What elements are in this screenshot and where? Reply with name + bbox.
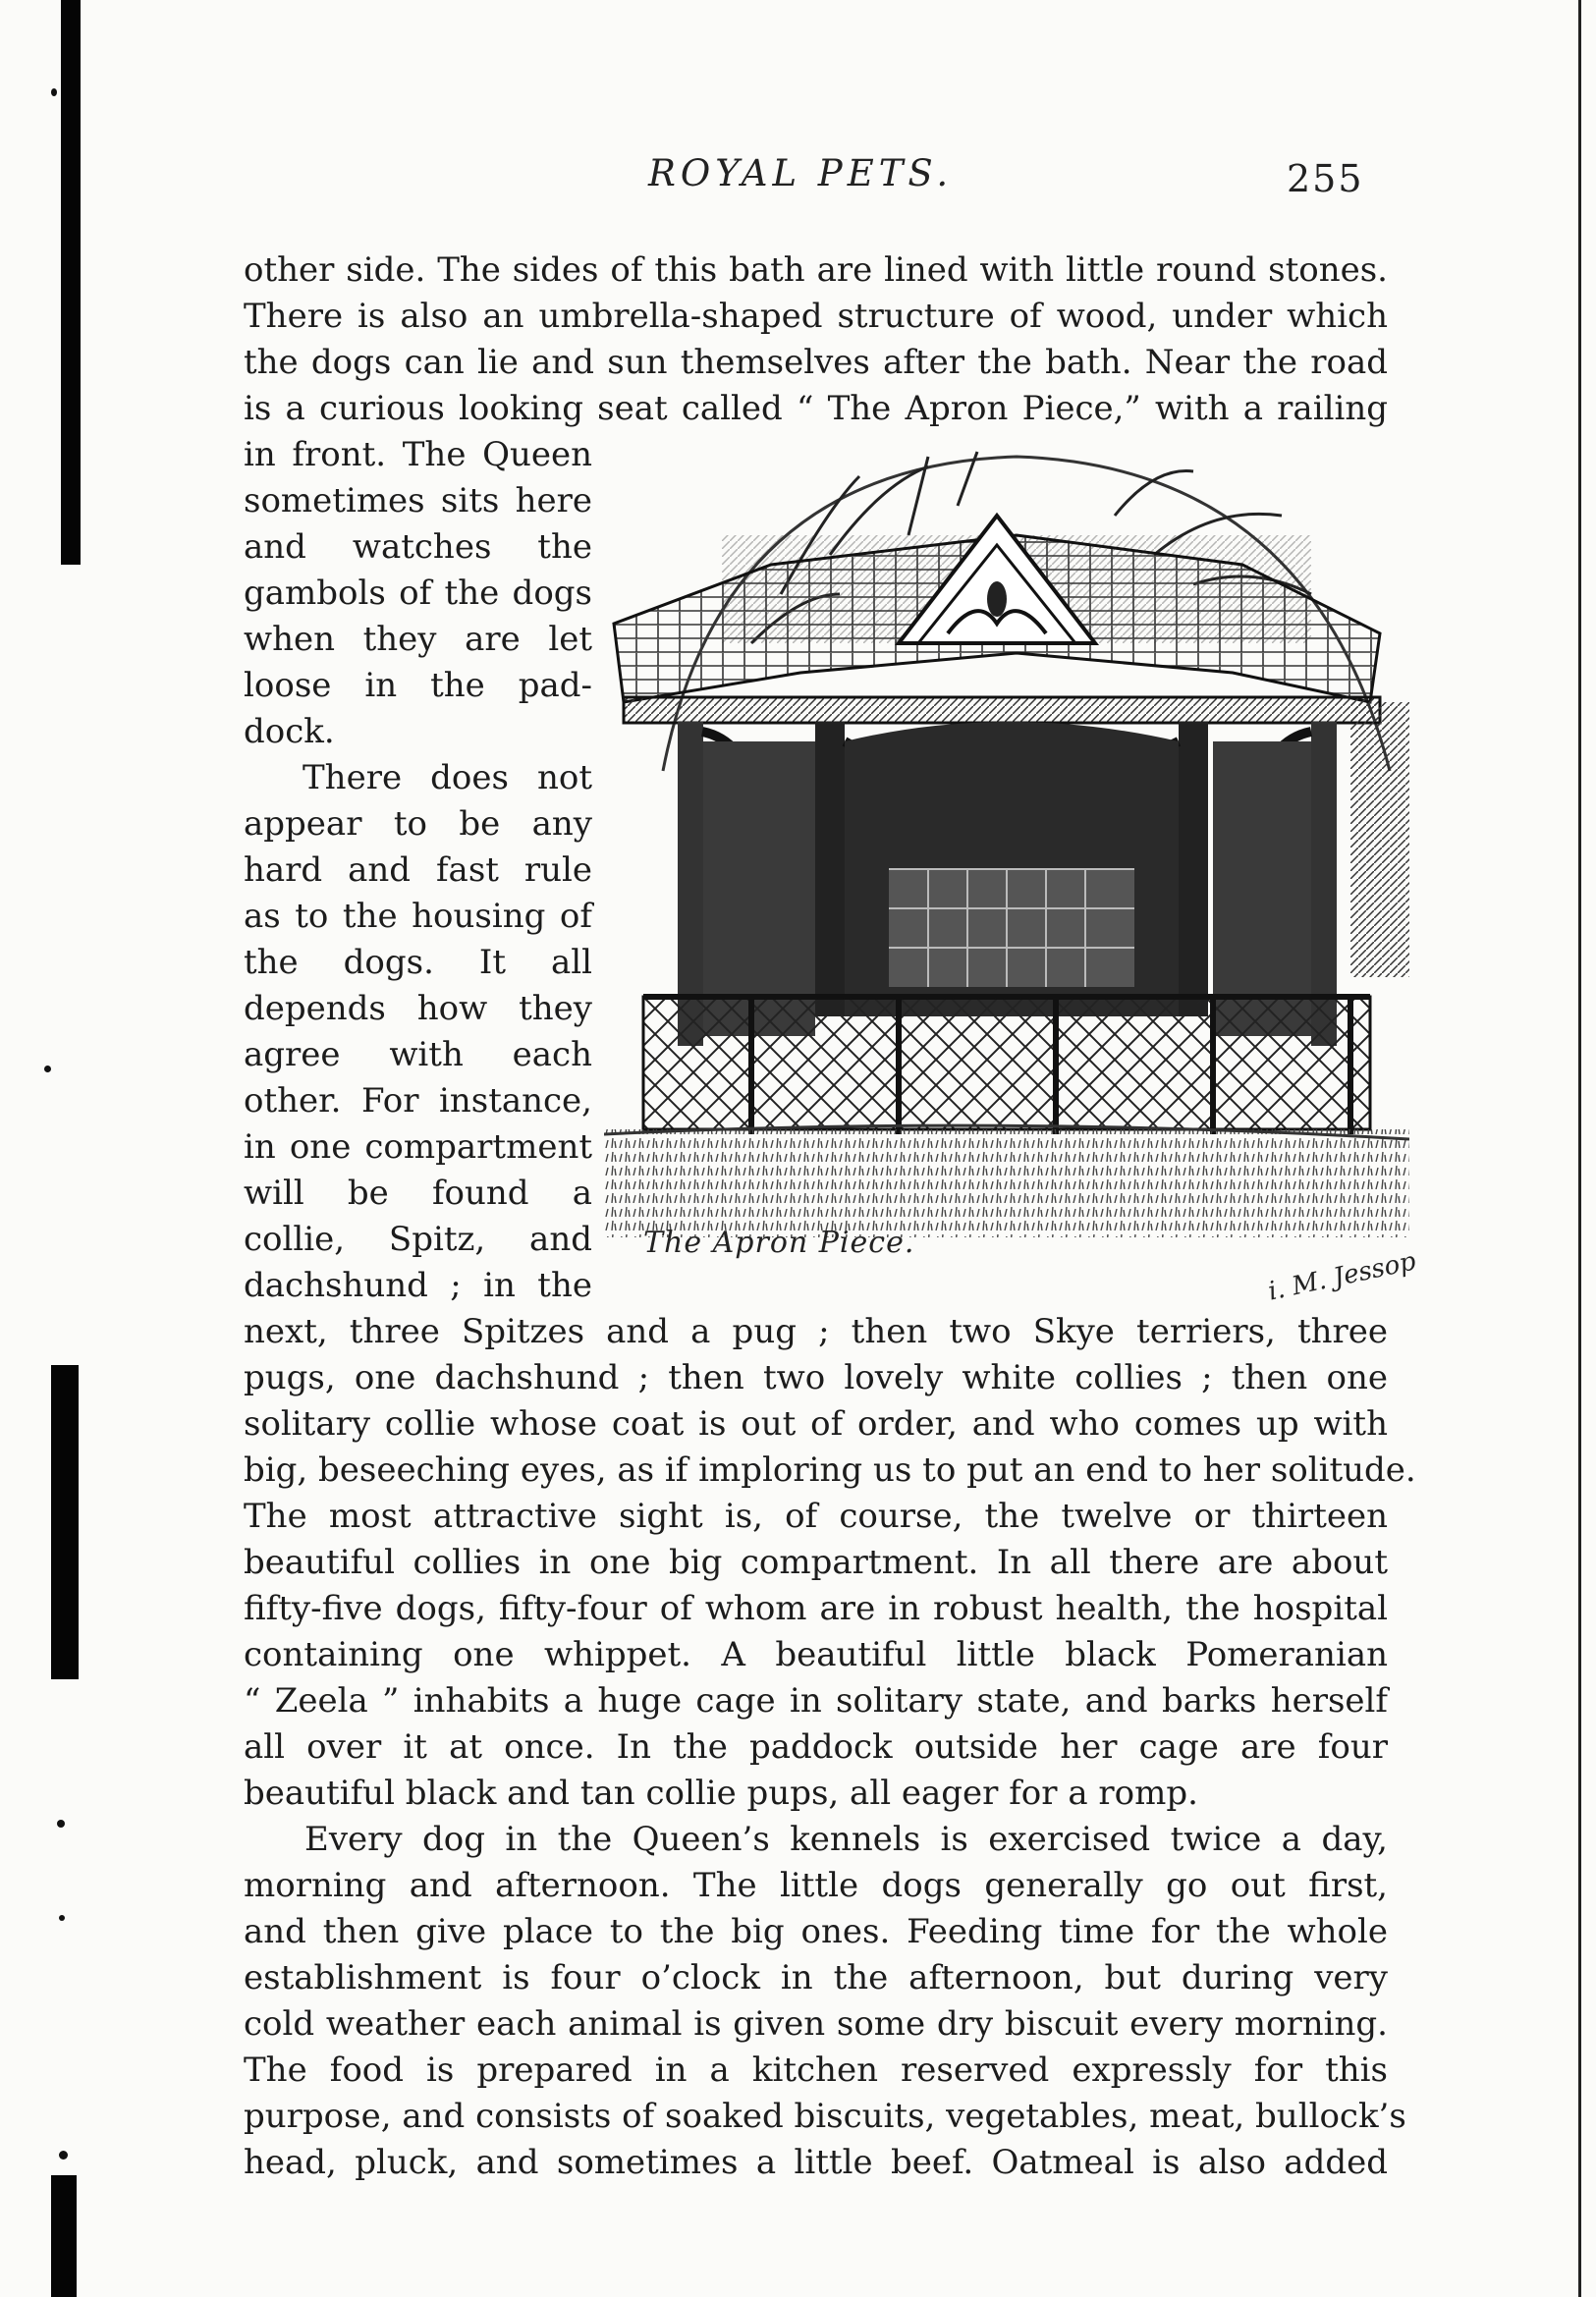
text-line: hard and fast rule — [244, 850, 592, 890]
text-line: cold weather each animal is given some dry biscuit every morning. — [244, 2004, 1388, 2044]
text-line: the dogs. It all — [244, 943, 592, 982]
text-line: There does not — [303, 758, 592, 797]
page-edge-line — [1578, 0, 1581, 2297]
text-line: gambols of the dogs — [244, 574, 592, 613]
illustration-caption: The Apron Piece. — [643, 1226, 915, 1260]
text-line: beautiful collies in one big compartment. In all there are about — [244, 1543, 1388, 1582]
scan-speck — [59, 2151, 68, 2160]
text-line: containing one whippet. A beautiful little black Pomeranian — [244, 1635, 1388, 1674]
text-line: appear to be any — [244, 804, 592, 844]
text-line: purpose, and consists of soaked biscuits, vegetables, meat, bullock’s — [244, 2097, 1406, 2136]
page-number: 255 — [1287, 157, 1364, 200]
text-line: head, pluck, and sometimes a little beef. Oatmeal is also added — [244, 2143, 1388, 2182]
text-line: sometimes sits here — [244, 481, 592, 520]
text-line: morning and afternoon. The little dogs generally go out first, — [244, 1866, 1388, 1905]
scan-speck — [59, 1915, 65, 1921]
scan-speck — [51, 88, 57, 96]
text-line: and then give place to the big ones. Feeding time for the whole — [244, 1912, 1388, 1951]
text-line: the dogs can lie and sun themselves after the bath. Near the road — [244, 343, 1388, 382]
text-line: other. For instance, — [244, 1081, 592, 1121]
text-line: The most attractive sight is, of course, the twelve or thirteen — [244, 1497, 1388, 1536]
text-line: establishment is four o’clock in the afternoon, but during very — [244, 1958, 1388, 1997]
scan-speck — [57, 1820, 65, 1828]
scan-speck — [44, 1066, 51, 1072]
text-line: agree with each — [244, 1035, 592, 1074]
text-line: solitary collie whose coat is out of order, and who comes up with — [244, 1404, 1388, 1444]
binding-shadow-bottom — [51, 2175, 77, 2297]
text-line: Every dog in the Queen’s kennels is exercised twice a day, — [304, 1820, 1388, 1859]
text-line: collie, Spitz, and — [244, 1220, 592, 1259]
text-line: big, beseeching eyes, as if imploring us to put an end to her solitude. — [244, 1450, 1416, 1490]
text-line: as to the housing of — [244, 897, 592, 936]
text-line: dock. — [244, 712, 335, 751]
text-line: in one compartment — [244, 1127, 592, 1167]
text-line: fifty-five dogs, fifty-four of whom are in robust health, the hospital — [244, 1589, 1388, 1628]
text-line: dachshund ; in the — [244, 1266, 592, 1305]
artist-signature: i. M. Jessop — [1265, 1246, 1419, 1307]
apron-piece-shelter-icon — [604, 447, 1409, 1286]
text-line: and watches the — [244, 527, 592, 567]
text-line: pugs, one dachshund ; then two lovely white collies ; then one — [244, 1358, 1388, 1397]
apron-piece-illustration — [604, 447, 1409, 1286]
text-line: when they are let — [244, 620, 592, 659]
text-line: in front. The Queen — [244, 435, 592, 474]
binding-shadow-middle — [51, 1365, 79, 1679]
text-line: next, three Spitzes and a pug ; then two Skye terriers, three — [244, 1312, 1388, 1351]
text-line: depends how they — [244, 989, 592, 1028]
text-line: loose in the pad- — [244, 666, 592, 705]
text-line: beautiful black and tan collie pups, all eager for a romp. — [244, 1774, 1198, 1813]
binding-shadow-top — [61, 0, 81, 565]
text-line: will be found a — [244, 1174, 592, 1213]
text-line: other side. The sides of this bath are lined with little round stones. — [244, 250, 1388, 290]
text-line: The food is prepared in a kitchen reserved expressly for this — [244, 2051, 1388, 2090]
text-line: all over it at once. In the paddock outside her cage are four — [244, 1727, 1388, 1767]
text-line: “ Zeela ” inhabits a huge cage in solitary state, and barks herself — [244, 1681, 1388, 1721]
running-head-title: ROYAL PETS. — [648, 152, 954, 194]
text-line: There is also an umbrella-shaped structure of wood, under which — [244, 297, 1388, 336]
text-line: is a curious looking seat called “ The Apron Piece,” with a railing — [244, 389, 1388, 428]
